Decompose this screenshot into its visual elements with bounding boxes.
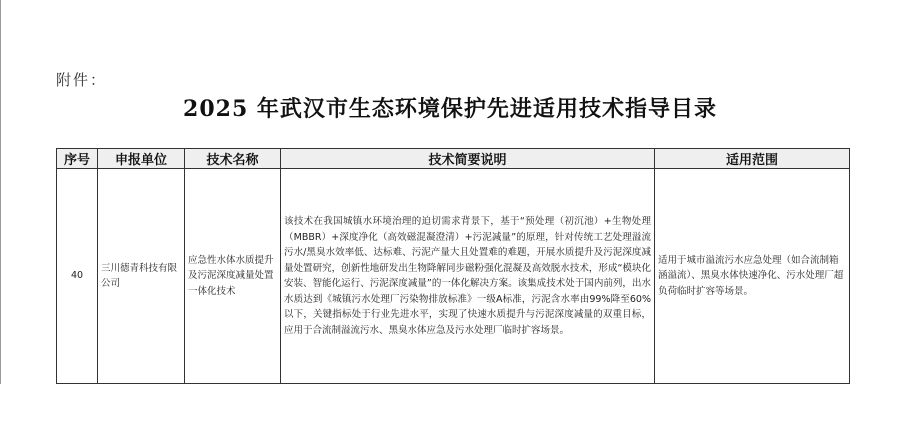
attachment-label: 附件： [56,71,108,89]
header-desc: 技术简要说明 [281,149,655,169]
cell-unit: 三川德青科技有限公司 [98,169,185,384]
technology-table [56,148,850,384]
header-scope: 适用范围 [655,149,850,169]
header-no: 序号 [57,149,98,169]
cell-scope: 适用于城市溢流污水应急处理（如合流制箱涵溢流）、黑臭水体快速净化、污水处理厂超负荷临时扩容等场景。 [655,169,850,384]
cell-desc: 该技术在我国城镇水环境治理的迫切需求背景下，基于“预处理（初沉池）+生物处理（MBBR）+深度净化（高效磁混凝澄清）+污泥减量”的原理，针对传统工艺处理溢流污水/黑臭水效率低、达标难、污泥产量大且处置难的难题，开展水质提升及污泥深度减量处置研究，创新性地研发出生物降解同步磁粉强化混凝及高效脱水技术，形成“模块化安装、智能化运行、污泥深度减量”的一体化解决方案。该集成技术处于国内前列，出水水质达到《城镇污水处理厂污染物排放标准》一级A标准，污泥含水率由99%降至60%以下，关键指标处于行业先进水平，实现了快速水质提升与污泥深度减量的双重目标，应用于合流制溢流污水、黑臭水体应急及污水处理厂临时扩容场景。 [281,169,655,384]
cell-name: 应急性水体水质提升及污泥深度减量处置一体化技术 [185,169,281,384]
page-edge-line [0,0,1,384]
header-unit: 申报单位 [98,149,185,169]
header-name: 技术名称 [185,149,281,169]
table-header-row [57,149,850,169]
cell-no: 40 [57,169,98,384]
table-row [57,169,850,384]
document-title: 2025 年武汉市生态环境保护先进适用技术指导目录 [183,96,717,122]
